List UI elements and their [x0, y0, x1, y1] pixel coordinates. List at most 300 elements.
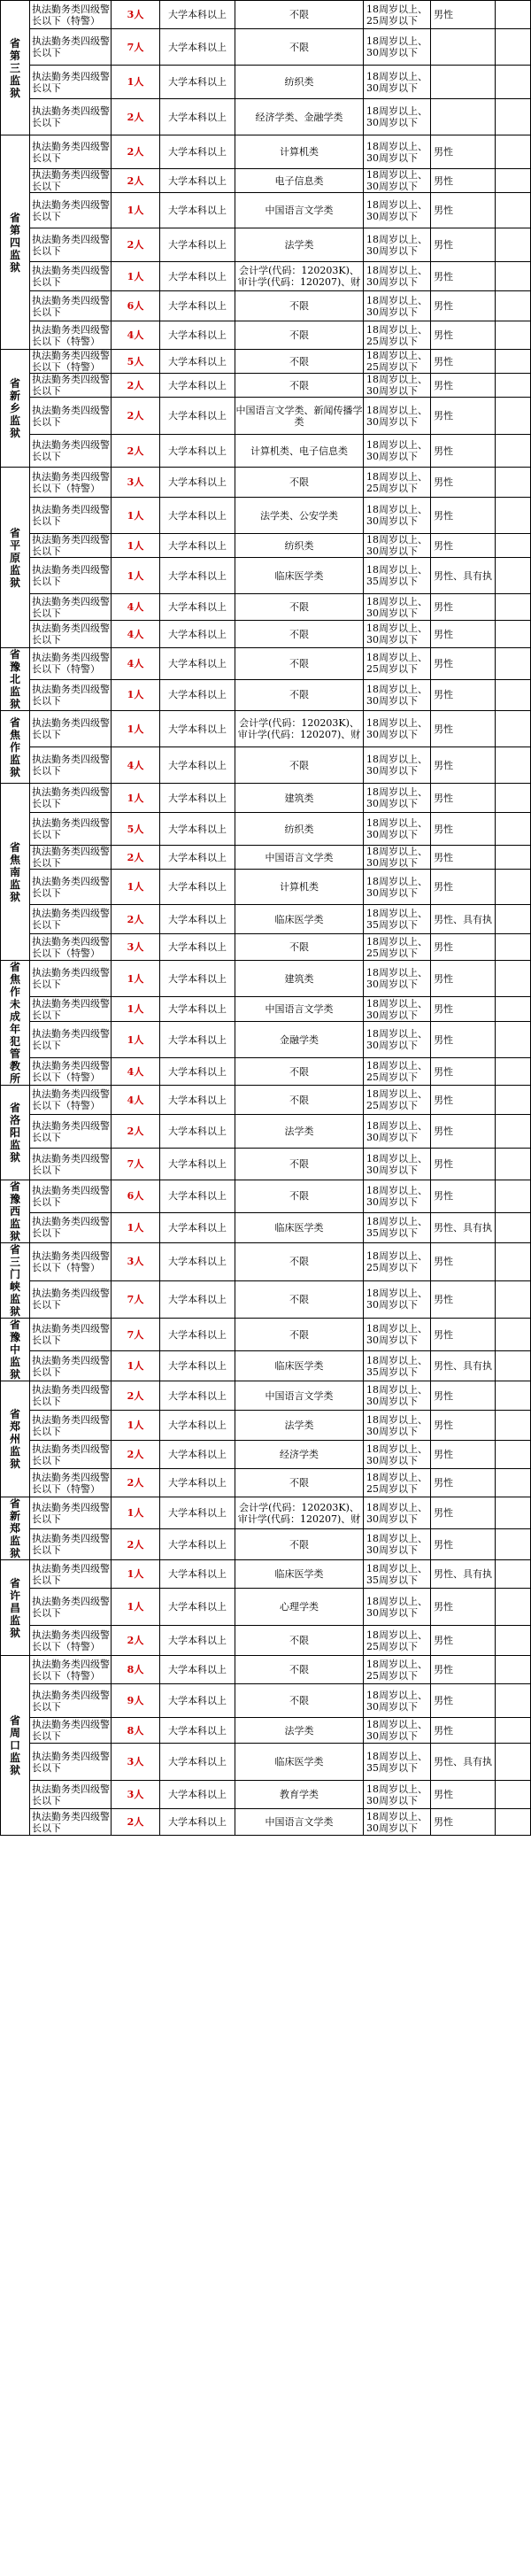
position-cell: 执法勤务类四级警长以下（特警） — [30, 1086, 112, 1115]
education-cell: 大学本科以上 — [160, 711, 235, 747]
other-cell — [496, 679, 531, 711]
other-cell — [496, 66, 531, 99]
age-cell: 18周岁以上、35周岁以下 — [364, 1744, 431, 1781]
headcount-cell: 2人 — [112, 846, 160, 870]
table-row — [1, 169, 531, 193]
headcount-cell: 7人 — [112, 1280, 160, 1319]
table-row — [1, 1529, 531, 1560]
table-row — [1, 1656, 531, 1684]
age-cell: 18周岁以上、30周岁以下 — [364, 711, 431, 747]
education-cell: 大学本科以上 — [160, 1319, 235, 1351]
headcount-cell: 1人 — [112, 1351, 160, 1381]
position-cell: 执法勤务类四级警长以下 — [30, 169, 112, 193]
position-cell: 执法勤务类四级警长以下 — [30, 846, 112, 870]
position-cell: 执法勤务类四级警长以下 — [30, 1319, 112, 1351]
education-cell: 大学本科以上 — [160, 350, 235, 374]
other-cell — [496, 1684, 531, 1718]
unit-name-cell: 省焦作监狱 — [1, 711, 30, 784]
table-row — [1, 1180, 531, 1213]
unit-name-cell: 省新郑监狱 — [1, 1497, 30, 1560]
table-row — [1, 374, 531, 398]
age-cell: 18周岁以上、30周岁以下 — [364, 435, 431, 468]
age-cell: 18周岁以上、30周岁以下 — [364, 813, 431, 846]
table-row — [1, 29, 531, 66]
table-row — [1, 1809, 531, 1836]
age-cell: 18周岁以上、30周岁以下 — [364, 262, 431, 291]
education-cell: 大学本科以上 — [160, 997, 235, 1022]
other-cell — [496, 1529, 531, 1560]
table-row — [1, 1589, 531, 1626]
table-row — [1, 435, 531, 468]
position-cell: 执法勤务类四级警长以下 — [30, 621, 112, 648]
other-cell — [496, 1656, 531, 1684]
age-cell: 18周岁以上、25周岁以下 — [364, 1086, 431, 1115]
other-cell — [496, 1809, 531, 1836]
unit-name-cell: 省焦作未成年犯管教所 — [1, 961, 30, 1086]
age-cell: 18周岁以上、30周岁以下 — [364, 1589, 431, 1626]
position-cell: 执法勤务类四级警长以下 — [30, 135, 112, 169]
major-cell: 会计学(代码：120203K)、审计学(代码：120207)、财 — [235, 711, 364, 747]
gender-cell: 男性 — [431, 1, 496, 29]
major-cell: 不限 — [235, 679, 364, 711]
table-row — [1, 99, 531, 135]
gender-cell — [431, 99, 496, 135]
headcount-cell: 3人 — [112, 1781, 160, 1809]
education-cell: 大学本科以上 — [160, 934, 235, 961]
education-cell: 大学本科以上 — [160, 1, 235, 29]
gender-cell: 男性 — [431, 169, 496, 193]
education-cell: 大学本科以上 — [160, 193, 235, 228]
age-cell: 18周岁以上、30周岁以下 — [364, 1809, 431, 1836]
table-row — [1, 813, 531, 846]
major-cell: 临床医学类 — [235, 1560, 364, 1589]
table-row — [1, 997, 531, 1022]
age-cell: 18周岁以上、30周岁以下 — [364, 534, 431, 558]
other-cell — [496, 468, 531, 498]
position-cell: 执法勤务类四级警长以下 — [30, 813, 112, 846]
other-cell — [496, 1086, 531, 1115]
major-cell: 法学类 — [235, 1411, 364, 1441]
headcount-cell: 1人 — [112, 558, 160, 594]
other-cell — [496, 1319, 531, 1351]
gender-cell: 男性、具有执 — [431, 558, 496, 594]
table-row — [1, 1319, 531, 1351]
other-cell — [496, 1180, 531, 1213]
gender-cell: 男性 — [431, 961, 496, 997]
table-row — [1, 468, 531, 498]
unit-name-cell: 省豫北监狱 — [1, 648, 30, 711]
gender-cell: 男性 — [431, 350, 496, 374]
position-cell: 执法勤务类四级警长以下 — [30, 1441, 112, 1469]
education-cell: 大学本科以上 — [160, 594, 235, 621]
gender-cell: 男性 — [431, 1441, 496, 1469]
major-cell: 会计学(代码：120203K)、审计学(代码：120207)、财 — [235, 262, 364, 291]
table-row — [1, 1469, 531, 1497]
gender-cell: 男性 — [431, 711, 496, 747]
table-row — [1, 621, 531, 648]
gender-cell: 男性 — [431, 135, 496, 169]
gender-cell: 男性 — [431, 1021, 496, 1057]
age-cell: 18周岁以上、25周岁以下 — [364, 1058, 431, 1086]
position-cell: 执法勤务类四级警长以下 — [30, 870, 112, 905]
major-cell: 临床医学类 — [235, 1351, 364, 1381]
table-row — [1, 398, 531, 435]
major-cell: 建筑类 — [235, 961, 364, 997]
age-cell: 18周岁以上、30周岁以下 — [364, 1684, 431, 1718]
major-cell: 临床医学类 — [235, 1744, 364, 1781]
other-cell — [496, 1021, 531, 1057]
table-row — [1, 262, 531, 291]
age-cell: 18周岁以上、30周岁以下 — [364, 398, 431, 435]
table-row — [1, 1351, 531, 1381]
age-cell: 18周岁以上、25周岁以下 — [364, 468, 431, 498]
headcount-cell: 2人 — [112, 1809, 160, 1836]
age-cell: 18周岁以上、30周岁以下 — [364, 679, 431, 711]
other-cell — [496, 1212, 531, 1242]
education-cell: 大学本科以上 — [160, 1115, 235, 1149]
position-cell: 执法勤务类四级警长以下（特警） — [30, 468, 112, 498]
position-cell: 执法勤务类四级警长以下 — [30, 1411, 112, 1441]
major-cell: 临床医学类 — [235, 558, 364, 594]
position-cell: 执法勤务类四级警长以下 — [30, 594, 112, 621]
major-cell: 电子信息类 — [235, 169, 364, 193]
major-cell: 不限 — [235, 1058, 364, 1086]
position-cell: 执法勤务类四级警长以下 — [30, 1744, 112, 1781]
unit-name-cell: 省焦南监狱 — [1, 784, 30, 961]
education-cell: 大学本科以上 — [160, 1529, 235, 1560]
table-row — [1, 1441, 531, 1469]
major-cell: 不限 — [235, 1180, 364, 1213]
other-cell — [496, 558, 531, 594]
major-cell: 纺织类 — [235, 66, 364, 99]
major-cell: 计算机类、电子信息类 — [235, 435, 364, 468]
education-cell: 大学本科以上 — [160, 870, 235, 905]
age-cell: 18周岁以上、30周岁以下 — [364, 1180, 431, 1213]
other-cell — [496, 1781, 531, 1809]
position-cell: 执法勤务类四级警长以下 — [30, 558, 112, 594]
unit-name-cell: 省豫中监狱 — [1, 1319, 30, 1381]
age-cell: 18周岁以上、25周岁以下 — [364, 648, 431, 680]
table-row — [1, 870, 531, 905]
unit-name-cell: 省许昌监狱 — [1, 1560, 30, 1656]
major-cell: 不限 — [235, 747, 364, 784]
other-cell — [496, 1744, 531, 1781]
age-cell: 18周岁以上、35周岁以下 — [364, 1351, 431, 1381]
major-cell: 法学类 — [235, 228, 364, 262]
age-cell: 18周岁以上、30周岁以下 — [364, 374, 431, 398]
table-row — [1, 934, 531, 961]
headcount-cell: 4人 — [112, 594, 160, 621]
table-row — [1, 679, 531, 711]
table-row — [1, 1684, 531, 1718]
headcount-cell: 4人 — [112, 1058, 160, 1086]
table-row — [1, 321, 531, 350]
position-cell: 执法勤务类四级警长以下 — [30, 435, 112, 468]
other-cell — [496, 498, 531, 534]
major-cell: 不限 — [235, 1280, 364, 1319]
unit-name-cell: 省三门峡监狱 — [1, 1243, 30, 1319]
education-cell: 大学本科以上 — [160, 558, 235, 594]
age-cell: 18周岁以上、30周岁以下 — [364, 1280, 431, 1319]
other-cell — [496, 621, 531, 648]
position-cell: 执法勤务类四级警长以下（特警） — [30, 648, 112, 680]
table-row — [1, 1021, 531, 1057]
major-cell: 计算机类 — [235, 135, 364, 169]
gender-cell: 男性 — [431, 1319, 496, 1351]
gender-cell: 男性 — [431, 498, 496, 534]
other-cell — [496, 961, 531, 997]
age-cell: 18周岁以上、35周岁以下 — [364, 1212, 431, 1242]
headcount-cell: 1人 — [112, 711, 160, 747]
other-cell — [496, 350, 531, 374]
gender-cell: 男性 — [431, 648, 496, 680]
position-cell: 执法勤务类四级警长以下 — [30, 291, 112, 321]
table-row — [1, 846, 531, 870]
table-row — [1, 747, 531, 784]
table-row — [1, 1115, 531, 1149]
headcount-cell: 4人 — [112, 321, 160, 350]
headcount-cell: 1人 — [112, 534, 160, 558]
table-row — [1, 498, 531, 534]
headcount-cell: 6人 — [112, 1180, 160, 1213]
other-cell — [496, 1469, 531, 1497]
education-cell: 大学本科以上 — [160, 135, 235, 169]
major-cell: 法学类 — [235, 1115, 364, 1149]
gender-cell: 男性 — [431, 291, 496, 321]
table-row — [1, 66, 531, 99]
other-cell — [496, 435, 531, 468]
other-cell — [496, 1589, 531, 1626]
major-cell: 经济学类、金融学类 — [235, 99, 364, 135]
age-cell: 18周岁以上、30周岁以下 — [364, 1021, 431, 1057]
gender-cell: 男性 — [431, 997, 496, 1022]
headcount-cell: 2人 — [112, 398, 160, 435]
gender-cell: 男性 — [431, 1243, 496, 1281]
headcount-cell: 1人 — [112, 1021, 160, 1057]
position-cell: 执法勤务类四级警长以下 — [30, 66, 112, 99]
gender-cell: 男性 — [431, 321, 496, 350]
education-cell: 大学本科以上 — [160, 905, 235, 934]
other-cell — [496, 193, 531, 228]
headcount-cell: 8人 — [112, 1656, 160, 1684]
headcount-cell: 3人 — [112, 1, 160, 29]
education-cell: 大学本科以上 — [160, 1626, 235, 1656]
table-row — [1, 1, 531, 29]
age-cell: 18周岁以上、35周岁以下 — [364, 558, 431, 594]
position-cell: 执法勤务类四级警长以下 — [30, 1589, 112, 1626]
gender-cell: 男性 — [431, 1149, 496, 1180]
major-cell: 心理学类 — [235, 1589, 364, 1626]
table-row — [1, 1212, 531, 1242]
position-cell: 执法勤务类四级警长以下 — [30, 1280, 112, 1319]
table-row — [1, 1243, 531, 1281]
major-cell: 不限 — [235, 1529, 364, 1560]
age-cell: 18周岁以上、30周岁以下 — [364, 1781, 431, 1809]
major-cell: 计算机类 — [235, 870, 364, 905]
gender-cell: 男性 — [431, 1086, 496, 1115]
headcount-cell: 4人 — [112, 747, 160, 784]
headcount-cell: 1人 — [112, 498, 160, 534]
table-row — [1, 1497, 531, 1529]
education-cell: 大学本科以上 — [160, 534, 235, 558]
gender-cell: 男性 — [431, 1280, 496, 1319]
gender-cell: 男性、具有执 — [431, 1744, 496, 1781]
age-cell: 18周岁以上、35周岁以下 — [364, 905, 431, 934]
other-cell — [496, 747, 531, 784]
position-cell: 执法勤务类四级警长以下（特警） — [30, 1626, 112, 1656]
headcount-cell: 9人 — [112, 1684, 160, 1718]
gender-cell: 男性 — [431, 679, 496, 711]
position-cell: 执法勤务类四级警长以下 — [30, 99, 112, 135]
position-cell: 执法勤务类四级警长以下 — [30, 711, 112, 747]
gender-cell: 男性 — [431, 813, 496, 846]
headcount-cell: 2人 — [112, 1626, 160, 1656]
other-cell — [496, 1560, 531, 1589]
education-cell: 大学本科以上 — [160, 648, 235, 680]
education-cell: 大学本科以上 — [160, 1243, 235, 1281]
other-cell — [496, 135, 531, 169]
gender-cell: 男性 — [431, 1469, 496, 1497]
age-cell: 18周岁以上、30周岁以下 — [364, 594, 431, 621]
other-cell — [496, 905, 531, 934]
headcount-cell: 4人 — [112, 648, 160, 680]
education-cell: 大学本科以上 — [160, 1086, 235, 1115]
position-cell: 执法勤务类四级警长以下（特警） — [30, 934, 112, 961]
headcount-cell: 5人 — [112, 350, 160, 374]
education-cell: 大学本科以上 — [160, 468, 235, 498]
other-cell — [496, 321, 531, 350]
other-cell — [496, 711, 531, 747]
headcount-cell: 2人 — [112, 228, 160, 262]
position-cell: 执法勤务类四级警长以下（特警） — [30, 1, 112, 29]
education-cell: 大学本科以上 — [160, 99, 235, 135]
position-cell: 执法勤务类四级警长以下 — [30, 398, 112, 435]
other-cell — [496, 1, 531, 29]
age-cell: 18周岁以上、30周岁以下 — [364, 961, 431, 997]
other-cell — [496, 1626, 531, 1656]
table-row — [1, 1381, 531, 1411]
table-row — [1, 1626, 531, 1656]
age-cell: 18周岁以上、30周岁以下 — [364, 228, 431, 262]
headcount-cell: 1人 — [112, 1589, 160, 1626]
major-cell: 不限 — [235, 648, 364, 680]
age-cell: 18周岁以上、30周岁以下 — [364, 291, 431, 321]
age-cell: 18周岁以上、30周岁以下 — [364, 169, 431, 193]
age-cell: 18周岁以上、25周岁以下 — [364, 934, 431, 961]
headcount-cell: 2人 — [112, 169, 160, 193]
other-cell — [496, 784, 531, 813]
gender-cell: 男性 — [431, 468, 496, 498]
gender-cell: 男性 — [431, 1781, 496, 1809]
major-cell: 不限 — [235, 468, 364, 498]
gender-cell: 男性、具有执 — [431, 1560, 496, 1589]
gender-cell: 男性 — [431, 594, 496, 621]
age-cell: 18周岁以上、30周岁以下 — [364, 1149, 431, 1180]
age-cell: 18周岁以上、30周岁以下 — [364, 1319, 431, 1351]
gender-cell: 男性 — [431, 1381, 496, 1411]
other-cell — [496, 169, 531, 193]
education-cell: 大学本科以上 — [160, 262, 235, 291]
headcount-cell: 4人 — [112, 1086, 160, 1115]
table-row — [1, 534, 531, 558]
age-cell: 18周岁以上、30周岁以下 — [364, 1411, 431, 1441]
position-cell: 执法勤务类四级警长以下 — [30, 747, 112, 784]
gender-cell: 男性 — [431, 534, 496, 558]
education-cell: 大学本科以上 — [160, 321, 235, 350]
other-cell — [496, 1058, 531, 1086]
education-cell: 大学本科以上 — [160, 784, 235, 813]
major-cell: 不限 — [235, 1319, 364, 1351]
gender-cell — [431, 29, 496, 66]
headcount-cell: 2人 — [112, 1529, 160, 1560]
major-cell: 中国语言文学类 — [235, 1809, 364, 1836]
age-cell: 18周岁以上、30周岁以下 — [364, 66, 431, 99]
headcount-cell: 4人 — [112, 621, 160, 648]
headcount-cell: 6人 — [112, 291, 160, 321]
gender-cell: 男性 — [431, 1684, 496, 1718]
headcount-cell: 7人 — [112, 1149, 160, 1180]
education-cell: 大学本科以上 — [160, 398, 235, 435]
gender-cell: 男性 — [431, 435, 496, 468]
gender-cell: 男性 — [431, 193, 496, 228]
unit-name-cell: 省第四监狱 — [1, 135, 30, 350]
age-cell: 18周岁以上、30周岁以下 — [364, 498, 431, 534]
other-cell — [496, 1149, 531, 1180]
position-cell: 执法勤务类四级警长以下（特警） — [30, 321, 112, 350]
position-cell: 执法勤务类四级警长以下 — [30, 193, 112, 228]
headcount-cell: 1人 — [112, 262, 160, 291]
education-cell: 大学本科以上 — [160, 1560, 235, 1589]
age-cell: 18周岁以上、25周岁以下 — [364, 1656, 431, 1684]
headcount-cell: 3人 — [112, 1243, 160, 1281]
position-cell: 执法勤务类四级警长以下（特警） — [30, 1243, 112, 1281]
position-cell: 执法勤务类四级警长以下 — [30, 1381, 112, 1411]
unit-name-cell: 省第三监狱 — [1, 1, 30, 135]
headcount-cell: 1人 — [112, 961, 160, 997]
education-cell: 大学本科以上 — [160, 228, 235, 262]
position-cell: 执法勤务类四级警长以下（特警） — [30, 1469, 112, 1497]
age-cell: 18周岁以上、30周岁以下 — [364, 621, 431, 648]
gender-cell: 男性 — [431, 398, 496, 435]
position-cell: 执法勤务类四级警长以下 — [30, 1149, 112, 1180]
other-cell — [496, 534, 531, 558]
education-cell: 大学本科以上 — [160, 747, 235, 784]
gender-cell: 男性、具有执 — [431, 905, 496, 934]
age-cell: 18周岁以上、25周岁以下 — [364, 1626, 431, 1656]
position-cell: 执法勤务类四级警长以下 — [30, 961, 112, 997]
table-row — [1, 228, 531, 262]
age-cell: 18周岁以上、30周岁以下 — [364, 99, 431, 135]
headcount-cell: 2人 — [112, 905, 160, 934]
table-body — [1, 1, 531, 1836]
major-cell: 临床医学类 — [235, 1212, 364, 1242]
headcount-cell: 2人 — [112, 1115, 160, 1149]
table-row — [1, 1411, 531, 1441]
gender-cell: 男性 — [431, 1180, 496, 1213]
position-cell: 执法勤务类四级警长以下 — [30, 374, 112, 398]
table-row — [1, 1058, 531, 1086]
table-row — [1, 905, 531, 934]
other-cell — [496, 813, 531, 846]
age-cell: 18周岁以上、25周岁以下 — [364, 1, 431, 29]
education-cell: 大学本科以上 — [160, 1656, 235, 1684]
age-cell: 18周岁以上、30周岁以下 — [364, 846, 431, 870]
position-cell: 执法勤务类四级警长以下 — [30, 1809, 112, 1836]
other-cell — [496, 1351, 531, 1381]
headcount-cell: 2人 — [112, 435, 160, 468]
major-cell: 金融学类 — [235, 1021, 364, 1057]
position-cell: 执法勤务类四级警长以下 — [30, 784, 112, 813]
